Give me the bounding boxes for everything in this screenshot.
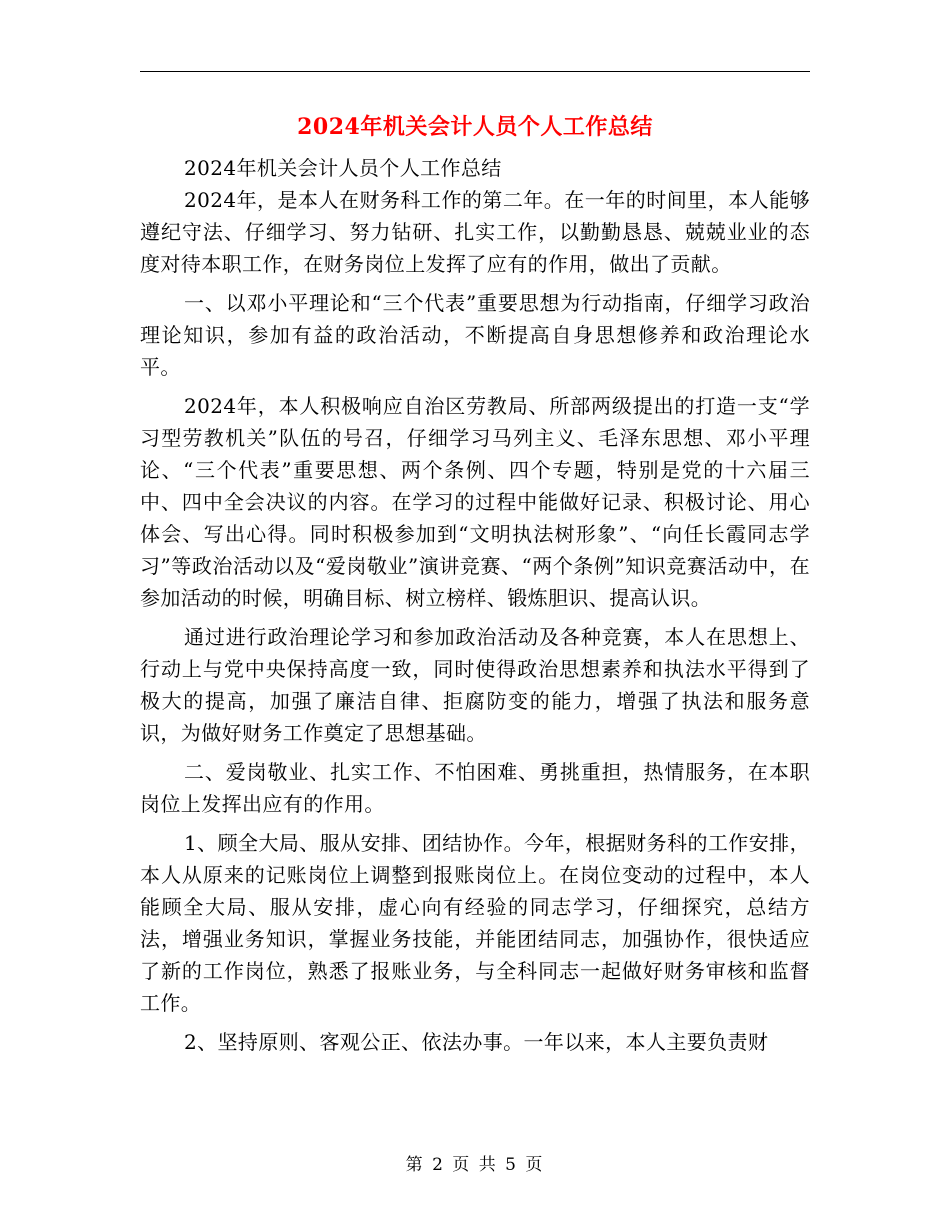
paragraph-item-two: 2、坚持原则、客观公正、依法办事。一年以来，本人主要负责财: [184, 1030, 769, 1054]
paragraph-section-two-heading: 二、爱岗敬业、扎实工作、不怕困难、勇挑重担，热情服务，在本职岗位上发挥出应有的作用。: [140, 760, 810, 816]
header-rule: [140, 71, 810, 72]
paragraph-intro: 2024年，是本人在财务科工作的第二年。在一年的时间里，本人能够遵纪守法、仔细学习、努力钻研、扎实工作，以勤勤恳恳、兢兢业业的态度对待本职工作，在财务岗位上发挥了应有的作用，做出了贡献。: [140, 188, 810, 276]
paragraph-study-results: 通过进行政治理论学习和参加政治活动及各种竞赛，本人在思想上、行动上与党中央保持高度一致，同时使得政治思想素养和执法水平得到了极大的提高，加强了廉洁自律、拒腐防变的能力，增强了执法和服务意识，为做好财务工作奠定了思想基础。: [140, 625, 810, 745]
paragraph-section-one-heading: 一、以邓小平理论和“三个代表”重要思想为行动指南，仔细学习政治理论知识，参加有益的政治活动，不断提高自身思想修养和政治理论水平。: [140, 291, 810, 379]
paragraph-study-activities: 2024年，本人积极响应自治区劳教局、所部两级提出的打造一支“学习型劳教机关”队伍的号召，仔细学习马列主义、毛泽东思想、邓小平理论、“三个代表”重要思想、两个条例、四个专题，特别是党的十六届三中、四中全会决议的内容。在学习的过程中能做好记录、积极讨论、用心体会、写出心得。同时积极参加到“文明执法树形象”、“向任长霞同志学习”等政治活动以及“爱岗敬业”演讲竞赛、“两个条例”知识竞赛活动中，在参加活动的时候，明确目标、树立榜样、锻炼胆识、提高认识。: [140, 394, 810, 610]
document-title: 2024年机关会计人员个人工作总结: [297, 114, 653, 140]
page-number-footer: 第 2 页 共 5 页: [405, 1155, 545, 1175]
document-body: [140, 152, 810, 1065]
paragraph-subtitle: 2024年机关会计人员个人工作总结: [184, 156, 502, 180]
paragraph-item-one: 1、顾全大局、服从安排、团结协作。今年，根据财务科的工作安排，本人从原来的记账岗位上调整到报账岗位上。在岗位变动的过程中，本人能顾全大局、服从安排，虚心向有经验的同志学习，仔细探究，总结方法，增强业务知识，掌握业务技能，并能团结同志，加强协作，很快适应了新的工作岗位，熟悉了报账业务，与全科同志一起做好财务审核和监督工作。: [140, 831, 810, 1015]
